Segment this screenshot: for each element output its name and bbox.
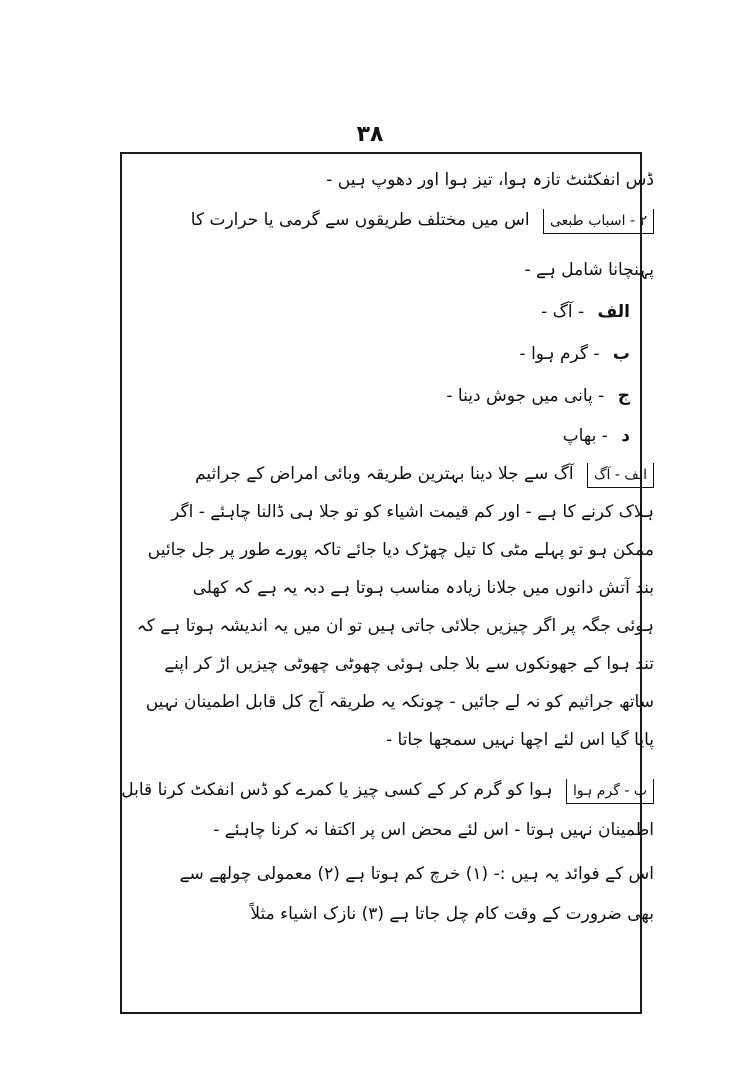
- item-text: - آگ -: [541, 302, 585, 322]
- text-line: [94, 778, 654, 804]
- text-line: [94, 728, 654, 752]
- text-line: [94, 500, 654, 524]
- line-text: اطمینان نہیں ہوتا - اس لئے محض اس پر اکتفا نہ کرنا چاہئے -: [213, 820, 654, 840]
- line-text: بھی ضرورت کے وقت کام چل جاتا ہے (۳) نازک اشیاء مثلاً: [250, 904, 654, 924]
- line-text: ممکن ہو تو پہلے مٹی کا تیل چھڑک دیا جائے تاکہ پورے طور پر جل جائیں: [147, 540, 654, 560]
- item-label: ج: [617, 386, 630, 406]
- line-text: تند ہوا کے جھونکوں سے بلا جلی ہوئی چھوٹی چھوٹی چیزیں اڑ کر اپنے: [164, 654, 654, 674]
- hot-air-label: ب - گرم ہوا: [566, 779, 654, 804]
- section-2-label: ۲ - اسباب طبعی: [543, 209, 654, 234]
- line-text: ہوئی جگہ پر اگر چیزیں جلائی جاتی ہیں تو ان میں یہ اندیشہ ہوتا ہے کہ: [136, 616, 654, 636]
- item-text: - گرم ہوا -: [519, 344, 600, 364]
- page-number: ۳۸: [356, 122, 384, 147]
- text-line: [94, 168, 654, 192]
- text-line: [94, 576, 654, 600]
- line-text: ساتھ جراثیم کو نہ لے جائیں - چونکہ یہ طریقہ آج کل قابل اطمینان نہیں: [145, 692, 654, 712]
- text-line: [94, 902, 654, 926]
- text-line: [94, 538, 654, 562]
- line-text: آگ سے جلا دینا بہترین طریقہ وبائی امراض کے جراثیم: [195, 464, 574, 484]
- text-line: [94, 652, 654, 676]
- item-label: الف: [597, 302, 630, 322]
- list-item: [70, 424, 630, 448]
- line-text: ہوا کو گرم کر کے کسی چیز یا کمرے کو ڈس انفکٹ کرنا قابل: [121, 780, 553, 800]
- text-line: [94, 818, 654, 842]
- text-line: [94, 862, 654, 886]
- item-text: - بھاپ: [562, 426, 608, 446]
- line-text: بند آتش دانوں میں جلانا زیادہ مناسب ہوتا ہے دبہ یہ ہے کہ کھلی: [192, 578, 654, 598]
- line-text: ہلاک کرنے کا ہے - اور کم قیمت اشیاء کو تو جلا ہی ڈالنا چاہئے - اگر: [171, 502, 654, 522]
- line-text: پایا گیا اس لئے اچھا نہیں سمجھا جاتا -: [385, 730, 654, 750]
- text-line: [94, 462, 654, 488]
- text-line: [94, 208, 654, 234]
- line-text: اس کے فوائد یہ ہیں :- (۱) خرچ کم ہوتا ہے (۲) معمولی چولھے سے: [179, 864, 654, 884]
- line-text: اس میں مختلف طریقوں سے گرمی یا حرارت کا: [190, 210, 530, 230]
- line-text: ڈس انفکٹنٹ تازہ ہوا، تیز ہوا اور دھوپ ہیں -: [326, 170, 654, 190]
- item-label: ب: [612, 344, 630, 364]
- text-line: [94, 690, 654, 714]
- list-item: [70, 342, 630, 366]
- fire-label: الف - آگ: [587, 463, 654, 488]
- item-label: د: [621, 426, 630, 446]
- list-item: [70, 384, 630, 408]
- text-line: [94, 614, 654, 638]
- line-text: پہنچانا شامل ہے -: [524, 260, 654, 280]
- list-item: [70, 300, 630, 324]
- item-text: - پانی میں جوش دینا -: [446, 386, 605, 406]
- text-line: [94, 258, 654, 282]
